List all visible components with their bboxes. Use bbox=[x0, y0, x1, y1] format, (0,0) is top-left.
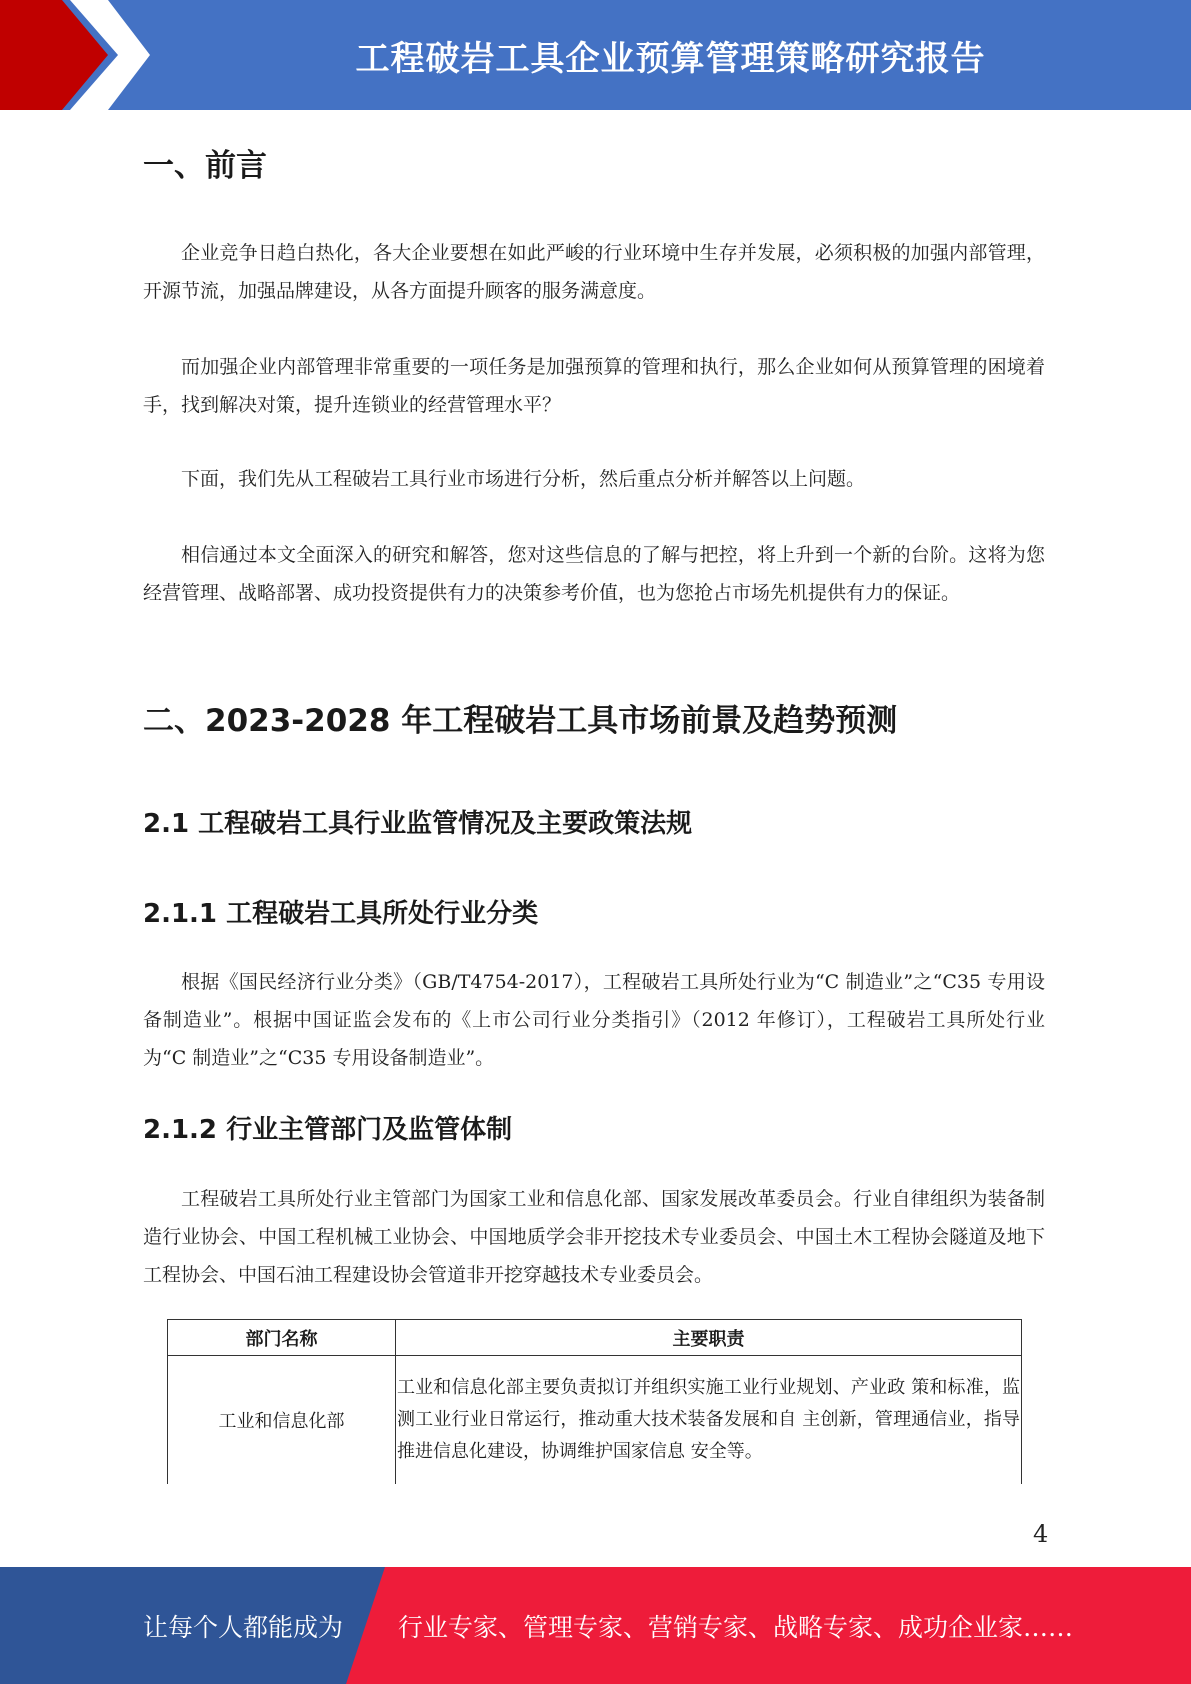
table-row bbox=[168, 1356, 1022, 1485]
paragraph: 相信通过本文全面深入的研究和解答，您对这些信息的了解与把控，将上升到一个新的台阶。这将为您经营管理、战略部署、成功投资提供有力的决策参考价值，也为您抢占市场先机提供有力的保证。 bbox=[143, 544, 1045, 604]
department-duty: 工业和信息化部主要负责拟订并组织实施工业行业规划、产业政 策和标准，监测工业行业日常运行，推动重大技术装备发展和自 主创新，管理通信业，指导推进信息化建设，协调维护国家信息 安全等。 bbox=[396, 1356, 1022, 1485]
subsection-heading-classification: 2.1.1 工程破岩工具所处行业分类 bbox=[143, 899, 539, 929]
footer-slogan-right: 行业专家、管理专家、营销专家、战略专家、成功企业家…… bbox=[398, 1612, 1074, 1642]
paragraph: 工程破岩工具所处行业主管部门为国家工业和信息化部、国家发展改革委员会。行业自律组织为装备制造行业协会、中国工程机械工业协会、中国地质学会非开挖技术专业委员会、中国土木工程协会隧道及地下工程协会、中国石油工程建设协会管道非开挖穿越技术专业委员会。 bbox=[143, 1188, 1045, 1286]
header-arrow-decoration bbox=[0, 0, 150, 110]
department-table bbox=[167, 1319, 1022, 1484]
page-header bbox=[0, 0, 1191, 110]
page-footer bbox=[0, 1567, 1191, 1684]
page-number: 4 bbox=[1033, 1520, 1049, 1548]
paragraph: 企业竞争日趋白热化，各大企业要想在如此严峻的行业环境中生存并发展，必须积极的加强内部管理，开源节流，加强品牌建设，从各方面提升顾客的服务满意度。 bbox=[143, 242, 1045, 302]
table-header-row bbox=[168, 1320, 1022, 1356]
column-header-duties: 主要职责 bbox=[396, 1320, 1022, 1356]
department-name: 工业和信息化部 bbox=[168, 1356, 396, 1485]
paragraph: 根据《国民经济行业分类》（GB/T4754-2017），工程破岩工具所处行业为“C 制造业”之“C35 专用设备制造业”。根据中国证监会发布的《上市公司行业分类指引》（2012 年修订），工程破岩工具所处行业为“C 制造业”之“C35 专用设备制造业”。 bbox=[143, 971, 1045, 1069]
subsection-heading-regulation: 2.1 工程破岩工具行业监管情况及主要政策法规 bbox=[143, 809, 693, 839]
paragraph: 下面，我们先从工程破岩工具行业市场进行分析，然后重点分析并解答以上问题。 bbox=[181, 468, 866, 490]
subsection-heading-authorities: 2.1.2 行业主管部门及监管体制 bbox=[143, 1115, 513, 1145]
section-heading-preface: 一、前言 bbox=[143, 148, 267, 184]
section-heading-market-outlook: 二、2023-2028 年工程破岩工具市场前景及趋势预测 bbox=[143, 703, 898, 739]
report-title: 工程破岩工具企业预算管理策略研究报告 bbox=[355, 38, 986, 79]
column-header-department: 部门名称 bbox=[168, 1320, 396, 1356]
paragraph: 而加强企业内部管理非常重要的一项任务是加强预算的管理和执行，那么企业如何从预算管理的困境着手，找到解决对策，提升连锁业的经营管理水平？ bbox=[143, 356, 1045, 416]
footer-slogan-left: 让每个人都能成为 bbox=[143, 1612, 344, 1642]
